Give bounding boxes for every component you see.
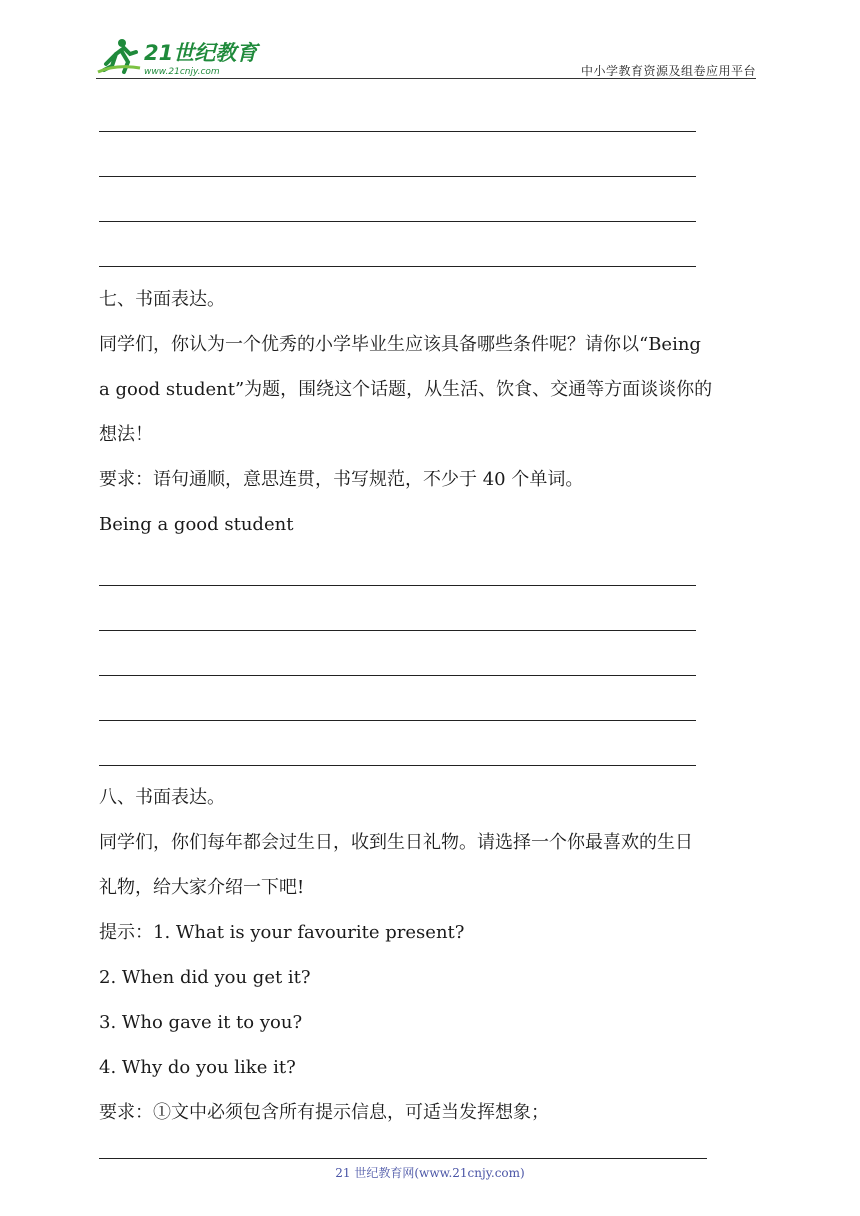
section-7-prompt-line-3: 想法！ [99,424,153,445]
logo-text: 21世纪教育 [144,41,258,65]
section-8-title: 八、书面表达。 [99,787,225,808]
section-7-title: 七、书面表达。 [99,289,225,310]
answer-line[interactable] [99,721,696,766]
section-8-hint-2: 2. When did you get it? [99,967,311,988]
answer-lines-section-7 [99,541,696,766]
section-8-prompt-line-2: 礼物，给大家介绍一下吧! [99,877,305,898]
answer-line[interactable] [99,87,696,132]
section-8-hint-4: 4. Why do you like it? [99,1057,296,1078]
section-7-prompt-line-1: 同学们，你认为一个优秀的小学毕业生应该具备哪些条件呢？请你以“Being [99,334,701,355]
section-8-prompt-line-1: 同学们，你们每年都会过生日，收到生日礼物。请选择一个你最喜欢的生日 [99,832,693,853]
header-divider [96,78,756,79]
footer-site-text[interactable]: 21 世纪教育网(www.21cnjy.com) [335,1166,525,1180]
answer-line[interactable] [99,222,696,267]
answer-line[interactable] [99,676,696,721]
answer-lines-top [99,87,696,267]
runner-icon [98,39,140,72]
section-7-prompt-line-2: a good student”为题，围绕这个话题，从生活、饮食、交通等方面谈谈你的 [99,379,713,400]
answer-line[interactable] [99,586,696,631]
footer-divider [99,1158,707,1159]
section-8-hint-3: 3. Who gave it to you? [99,1012,303,1033]
answer-line[interactable] [99,541,696,586]
header-platform-text: 中小学教育资源及组卷应用平台 [580,64,756,78]
section-7 [99,277,764,547]
answer-line[interactable] [99,631,696,676]
logo-21cnjy [96,34,266,78]
section-8 [99,775,764,1135]
section-8-hint-1: 提示：1. What is your favourite present? [99,922,465,943]
answer-line[interactable] [99,177,696,222]
section-7-essay-title: Being a good student [99,514,294,535]
page-header [96,30,756,80]
section-7-requirement: 要求：语句通顺，意思连贯，书写规范，不少于 40 个单词。 [99,469,584,490]
logo-url-text: www.21cnjy.com [144,67,220,77]
answer-line[interactable] [99,132,696,177]
section-8-requirement: 要求：①文中必须包含所有提示信息，可适当发挥想象； [99,1102,549,1123]
